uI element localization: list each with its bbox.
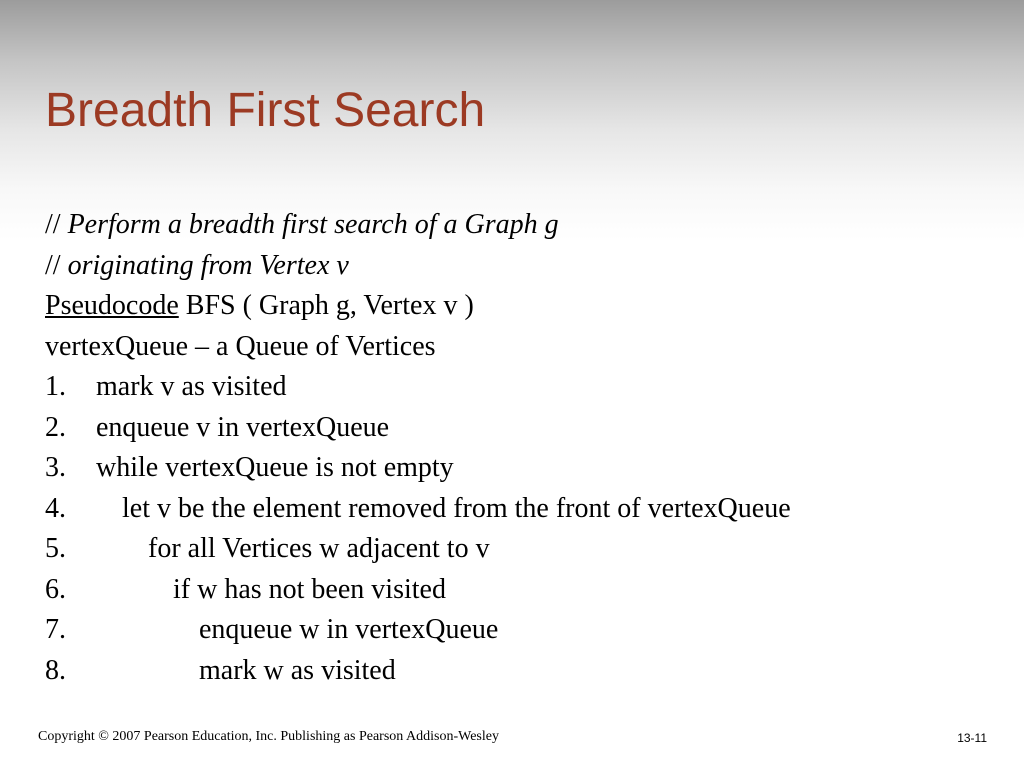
step-number: 8.	[45, 654, 66, 686]
step-number: 7.	[45, 614, 66, 645]
step-text: enqueue v in vertexQueue	[96, 411, 390, 443]
comment-line-1	[45, 205, 1005, 246]
pseudocode-step	[45, 489, 1005, 530]
pseudocode-step	[45, 448, 1005, 489]
step-text: for all Vertices w adjacent to v	[148, 533, 490, 564]
comment-prefix: //	[45, 249, 68, 281]
slide-title: Breadth First Search	[45, 84, 486, 137]
step-number: 5.	[45, 533, 66, 564]
step-number: 2.	[45, 411, 66, 443]
step-text: let v be the element removed from the front of vertexQueue	[122, 492, 791, 524]
step-text: while vertexQueue is not empty	[96, 452, 454, 483]
comment-text: Perform a breadth first search of a Graph g	[67, 209, 559, 240]
pseudocode-step	[45, 610, 1005, 651]
pseudocode-signature	[45, 286, 1005, 327]
pseudocode-step	[45, 570, 1005, 611]
comment-line-2	[45, 246, 1005, 287]
slide-body	[45, 205, 1005, 691]
step-text: enqueue w in vertexQueue	[199, 614, 499, 645]
queue-declaration: vertexQueue – a Queue of Vertices	[45, 330, 436, 362]
step-number: 1.	[45, 371, 66, 402]
pseudocode-keyword: Pseudocode	[45, 290, 179, 321]
step-text: mark v as visited	[96, 371, 287, 402]
pseudocode-step	[45, 367, 1005, 408]
step-text: if w has not been visited	[173, 573, 446, 605]
pseudocode-step	[45, 408, 1005, 449]
step-list	[45, 367, 1005, 691]
step-number: 4.	[45, 492, 66, 524]
pseudocode-step	[45, 529, 1005, 570]
slide-number: 13-11	[957, 731, 987, 745]
comment-text: originating from Vertex v	[67, 249, 349, 281]
copyright-footer: Copyright © 2007 Pearson Education, Inc. Publishing as Pearson Addison-Wesley	[38, 729, 499, 744]
pseudocode-step	[45, 651, 1005, 692]
step-number: 6.	[45, 573, 66, 605]
step-text: mark w as visited	[199, 654, 396, 686]
step-number: 3.	[45, 452, 66, 483]
comment-prefix: //	[45, 209, 68, 240]
signature-text: BFS ( Graph g, Vertex v )	[178, 290, 474, 321]
